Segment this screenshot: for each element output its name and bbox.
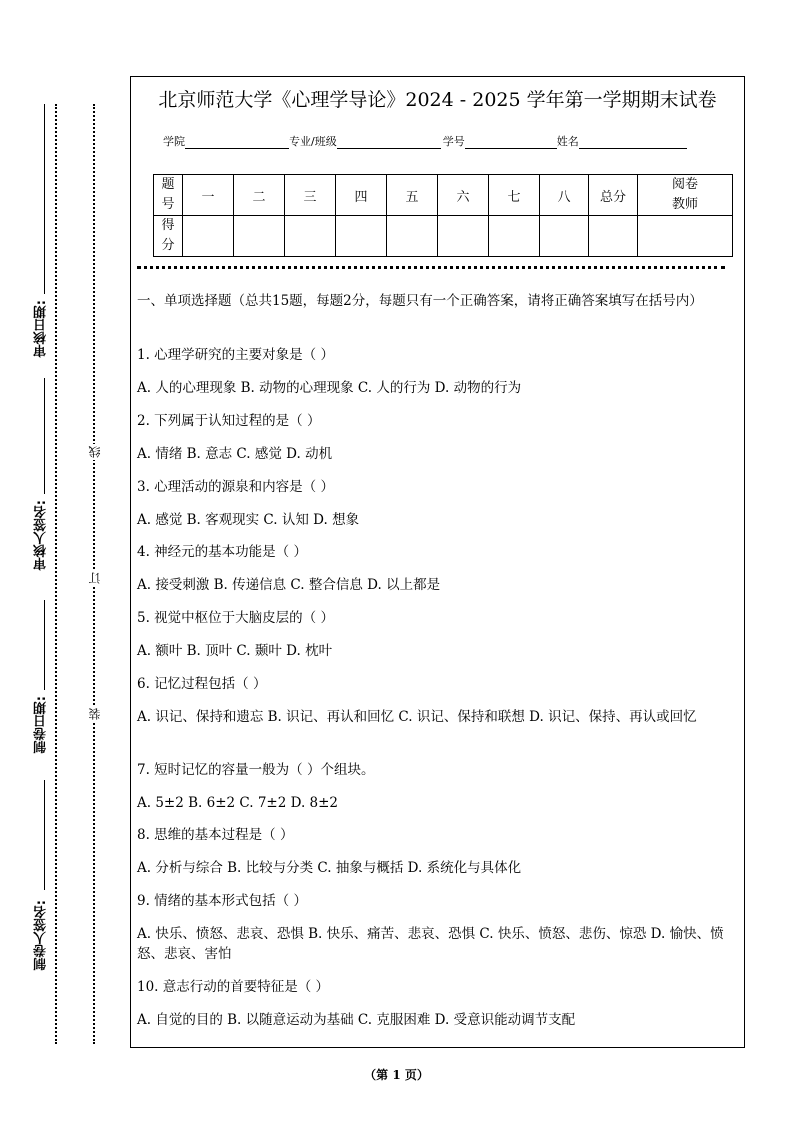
sign-line xyxy=(44,600,45,690)
question-text: 2. 下列属于认知过程的是（ ） xyxy=(137,413,321,429)
name-field[interactable] xyxy=(579,136,687,149)
binding-char-zhuang: 装 xyxy=(88,708,102,720)
question-text: 6. 记忆过程包括（ ） xyxy=(137,676,267,692)
question-text: 7. 短时记忆的容量一般为（ ）个组块。 xyxy=(137,762,375,778)
question-number-header: 题 号 xyxy=(154,175,183,216)
question-3 xyxy=(137,477,737,530)
question-10 xyxy=(137,977,737,1030)
col-header-total: 总分 xyxy=(589,175,638,216)
col-header: 三 xyxy=(285,175,336,216)
student-id-field[interactable] xyxy=(465,136,557,149)
sign-line xyxy=(44,104,45,294)
score-cell[interactable] xyxy=(183,216,234,257)
sign-line xyxy=(44,378,45,494)
question-9 xyxy=(137,891,737,964)
question-6 xyxy=(137,674,737,727)
answer-options: A. 人的心理现象 B. 动物的心理现象 C. 人的行为 D. 动物的行为 xyxy=(137,380,522,396)
score-cell[interactable] xyxy=(336,216,387,257)
grader-cell[interactable] xyxy=(638,216,733,257)
exam-title: 北京师范大学《心理学导论》2024 - 2025 学年第一学期期末试卷 xyxy=(158,89,717,111)
score-cell[interactable] xyxy=(540,216,589,257)
question-7 xyxy=(137,760,737,813)
col-header: 八 xyxy=(540,175,589,216)
col-header: 二 xyxy=(234,175,285,216)
question-text: 4. 神经元的基本功能是（ ） xyxy=(137,544,307,560)
score-cell-total[interactable] xyxy=(589,216,638,257)
binding-dotted-line xyxy=(55,104,57,1044)
answer-options: A. 接受刺激 B. 传递信息 C. 整合信息 D. 以上都是 xyxy=(137,577,441,593)
answer-options: A. 情绪 B. 意志 C. 感觉 D. 动机 xyxy=(137,446,333,462)
answer-options: A. 分析与综合 B. 比较与分类 C. 抽象与概括 D. 系统化与具体化 xyxy=(137,860,522,876)
question-text: 3. 心理活动的源泉和内容是（ ） xyxy=(137,479,334,495)
exam-frame xyxy=(130,76,745,1048)
college-label: 学院 xyxy=(163,135,185,148)
question-8 xyxy=(137,825,737,878)
question-4 xyxy=(137,542,737,595)
binding-char-ding: 订 xyxy=(88,572,102,584)
score-cell[interactable] xyxy=(387,216,438,257)
score-cell[interactable] xyxy=(438,216,489,257)
question-text: 1. 心理学研究的主要对象是（ ） xyxy=(137,347,334,363)
binding-char-xian: 线 xyxy=(88,446,102,458)
col-header: 五 xyxy=(387,175,438,216)
sign-line xyxy=(44,780,45,890)
answer-options: A. 识记、保持和遗忘 B. 识记、再认和回忆 C. 识记、保持和联想 D. 识记、保持、再认或回忆 xyxy=(137,709,697,725)
section-separator xyxy=(137,266,725,269)
paper-date-label: 制卷日期: xyxy=(34,696,49,754)
score-table xyxy=(153,174,733,257)
question-1 xyxy=(137,345,737,398)
question-5 xyxy=(137,608,737,661)
reviewer-sign-label: 审核人签名: xyxy=(34,500,49,571)
score-cell[interactable] xyxy=(234,216,285,257)
section-heading xyxy=(137,290,737,312)
answer-options: A. 自觉的目的 B. 以随意运动为基础 C. 克服困难 D. 受意识能动调节支配 xyxy=(137,1012,576,1028)
student-info-row xyxy=(163,133,687,149)
grader-header: 阅卷 教师 xyxy=(638,175,733,216)
score-cell[interactable] xyxy=(285,216,336,257)
score-row-header: 得 分 xyxy=(154,216,183,257)
section-heading-text: 一、单项选择题（总共15题，每题2分，每题只有一个正确答案，请将正确答案填写在括号内） xyxy=(137,293,703,309)
major-class-field[interactable] xyxy=(337,136,441,149)
college-field[interactable] xyxy=(185,136,289,149)
answer-options: A. 感觉 B. 客观现实 C. 认知 D. 想象 xyxy=(137,512,360,528)
review-date-label: 审核日期: xyxy=(34,300,49,358)
col-header: 一 xyxy=(183,175,234,216)
question-text: 8. 思维的基本过程是（ ） xyxy=(137,827,294,843)
page-number: （第 1 页） xyxy=(364,1068,429,1082)
col-header: 七 xyxy=(489,175,540,216)
question-text: 9. 情绪的基本形式包括（ ） xyxy=(137,893,307,909)
answer-options: A. 快乐、愤怒、悲哀、恐惧 B. 快乐、痛苦、悲哀、恐惧 C. 快乐、愤怒、悲伤、惊恐 D. 愉快、愤怒、悲哀、害怕 xyxy=(137,926,724,962)
question-text: 10. 意志行动的首要特征是（ ） xyxy=(137,979,330,995)
student-id-label: 学号 xyxy=(442,135,465,148)
major-class-label: 专业/班级 xyxy=(289,135,337,148)
question-2 xyxy=(137,411,737,464)
col-header: 四 xyxy=(336,175,387,216)
paper-maker-sign-label: 制卷人签名: xyxy=(34,900,49,971)
answer-options: A. 额叶 B. 顶叶 C. 颞叶 D. 枕叶 xyxy=(137,643,333,659)
score-cell[interactable] xyxy=(489,216,540,257)
answer-options: A. 5±2 B. 6±2 C. 7±2 D. 8±2 xyxy=(137,795,339,811)
name-label: 姓名 xyxy=(556,135,579,148)
col-header: 六 xyxy=(438,175,489,216)
question-text: 5. 视觉中枢位于大脑皮层的（ ） xyxy=(137,610,334,626)
